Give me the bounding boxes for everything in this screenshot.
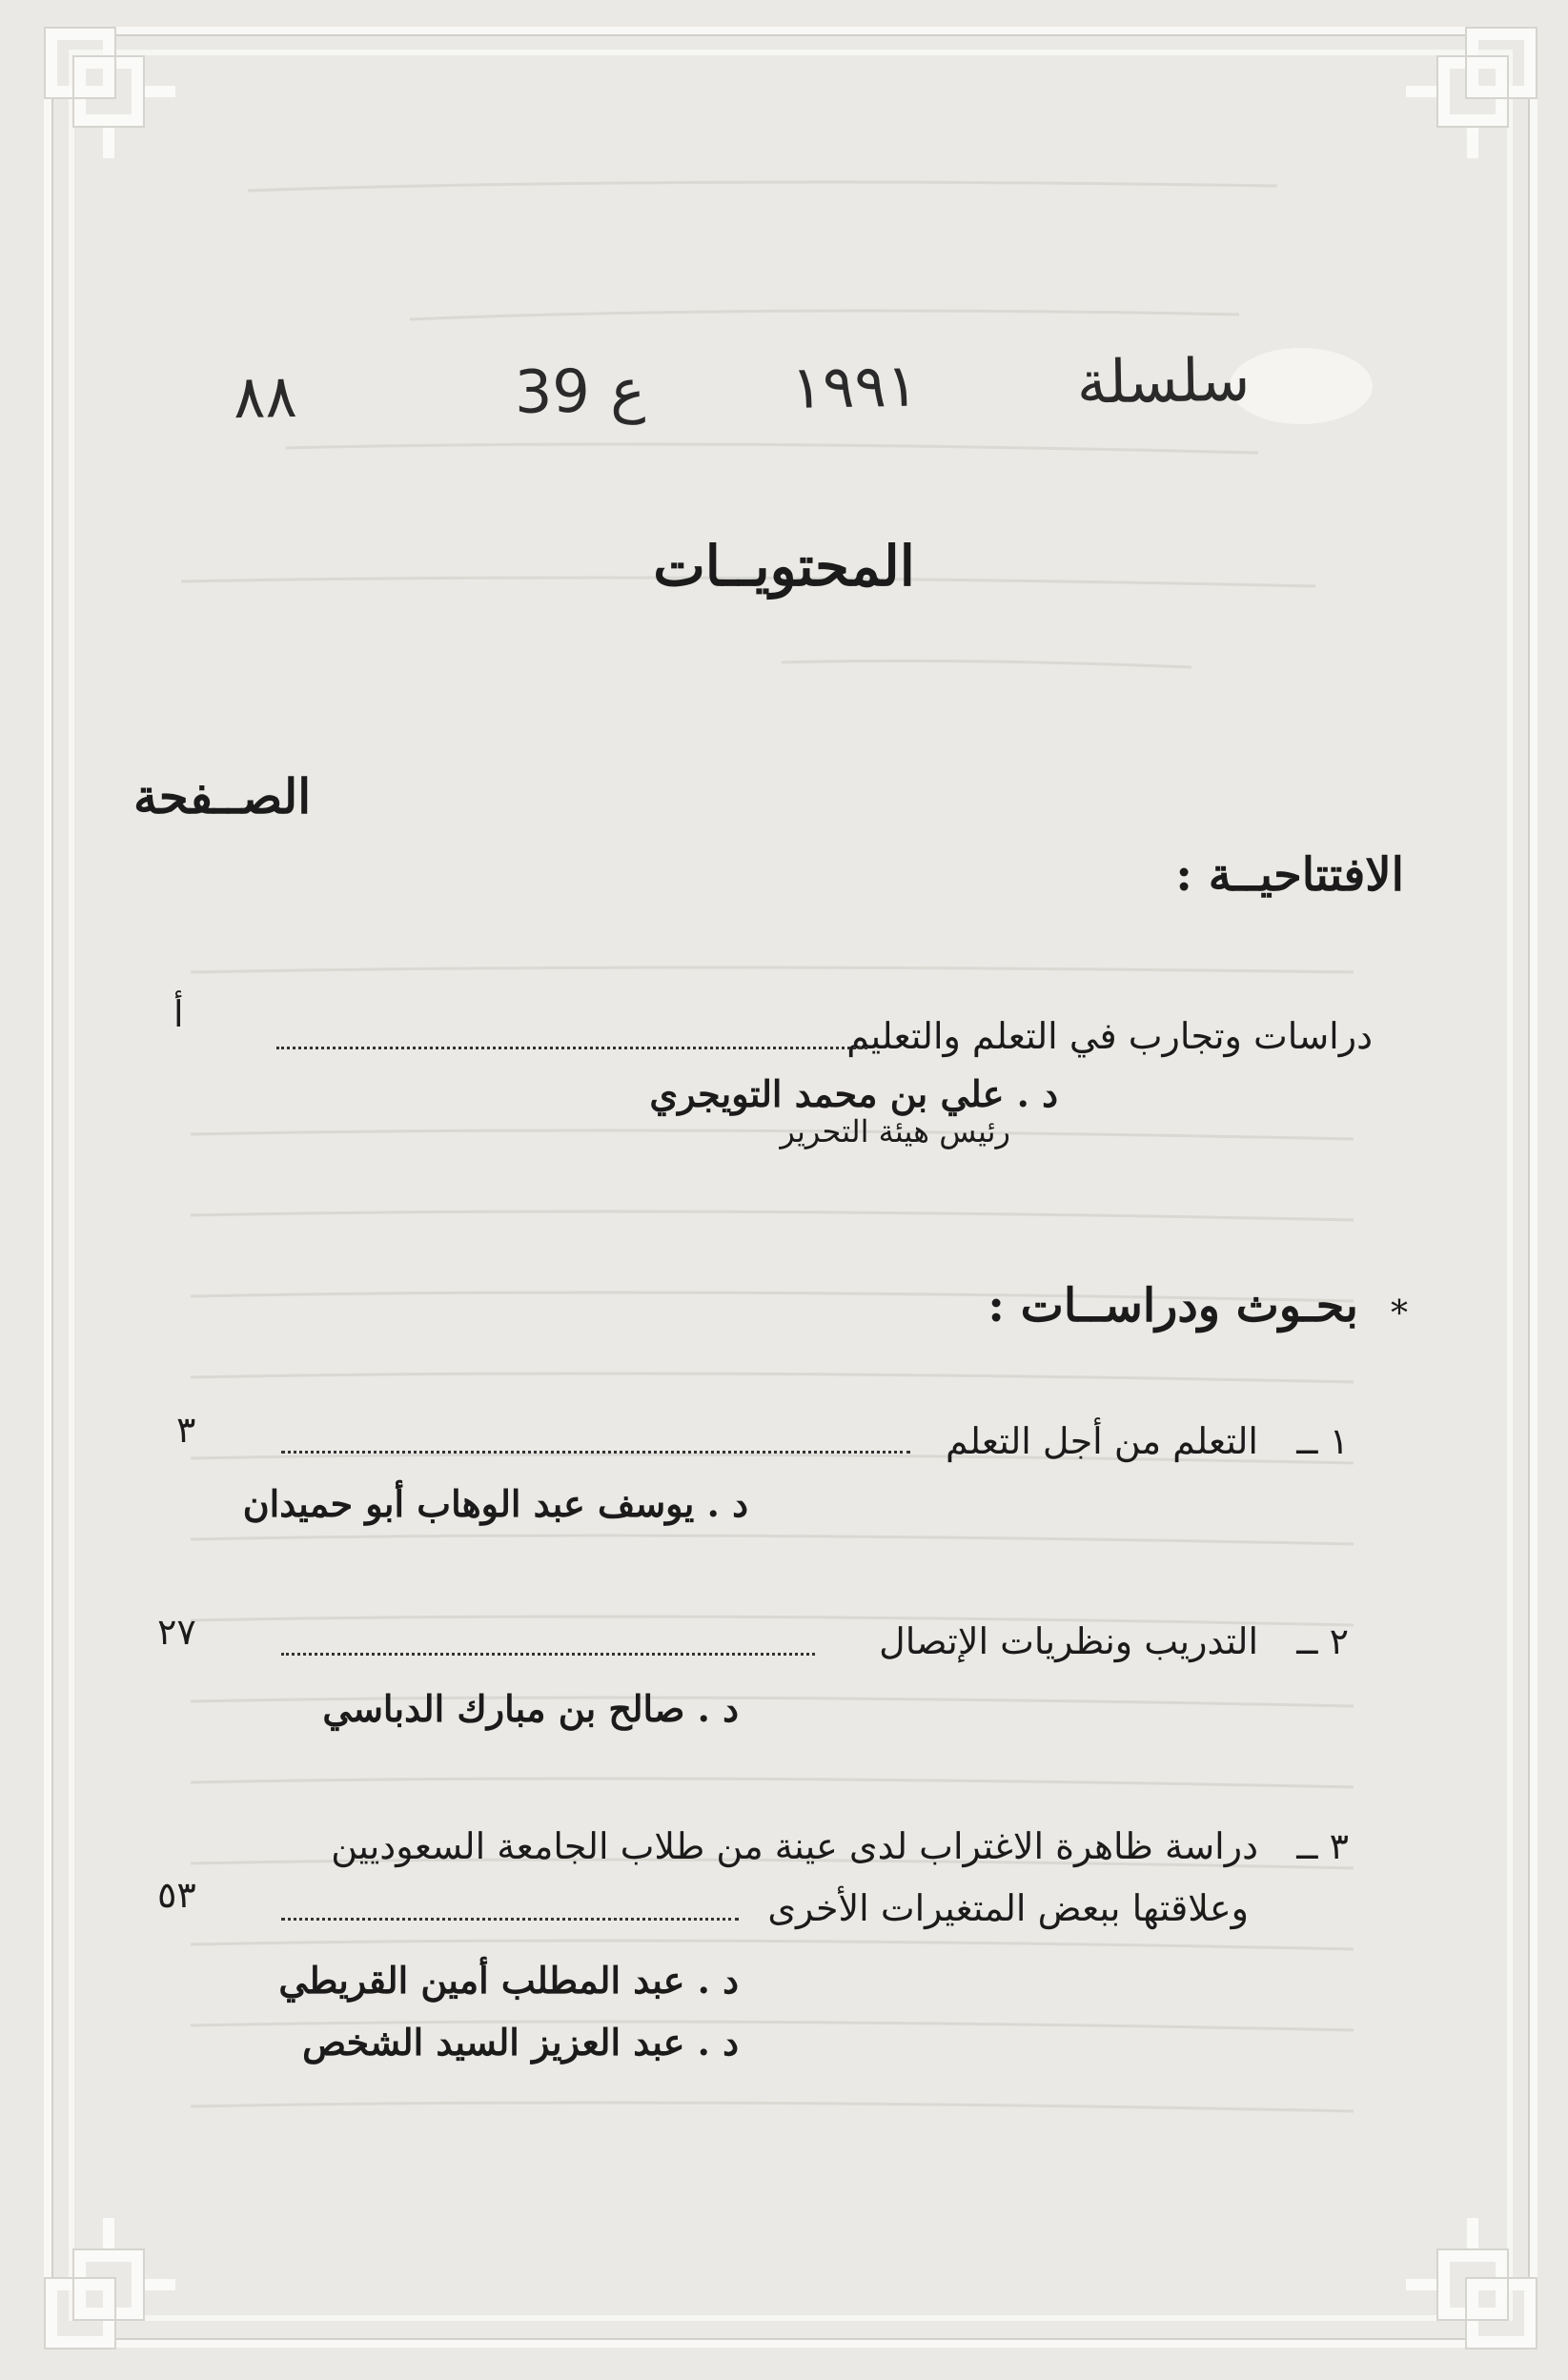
dot-leader: [281, 1451, 910, 1454]
handwritten-note-part: 39: [514, 356, 591, 427]
toc-entry-page: ٢٧: [157, 1611, 196, 1653]
toc-entry-page: ٣: [176, 1409, 196, 1451]
page-column-header: الصــفحة: [133, 768, 312, 824]
dot-leader: [281, 1653, 815, 1656]
toc-entry-number: ١ ــ: [1296, 1420, 1349, 1462]
toc-entry-title-continued: وعلاقتها ببعض المتغيرات الأخرى: [767, 1887, 1249, 1929]
handwritten-note-part: ٨٨: [233, 360, 298, 433]
toc-entry-page: أ: [173, 993, 184, 1035]
handwritten-note-part: ١٩٩١: [790, 350, 919, 422]
page-title: المحتويــات: [653, 534, 915, 599]
toc-entry-number: ٢ ــ: [1296, 1620, 1349, 1662]
toc-entry-author: د . عبد المطلب أمين القريطي: [278, 1959, 739, 2002]
toc-entry-title: التعلم من أجل التعلم: [946, 1420, 1258, 1462]
asterisk-icon: *: [1391, 1294, 1408, 1333]
toc-entry-title: دراسة ظاهرة الاغتراب لدى عينة من طلاب الجامعة السعوديين: [331, 1825, 1258, 1867]
handwritten-note-part: ع: [609, 355, 646, 426]
toc-entry-author: د . يوسف عبد الوهاب أبو حميدان: [242, 1482, 748, 1525]
toc-entry-title: دراسات وتجارب في التعلم والتعليم: [846, 1015, 1373, 1057]
toc-entry-number: ٣ ــ: [1296, 1825, 1349, 1867]
toc-entry-role: رئيس هيئة التحرير: [780, 1113, 1010, 1149]
handwritten-note-part: سلسلة: [1076, 344, 1251, 417]
dot-leader: [276, 1047, 867, 1049]
toc-entry-page: ٥٣: [157, 1874, 196, 1916]
toc-entry-title: التدريب ونظريات الإتصال: [879, 1620, 1258, 1662]
section-heading-research: بحـوث ودراســات :: [988, 1279, 1358, 1332]
toc-entry-author: د . عبد العزيز السيد الشخص: [302, 2021, 739, 2064]
toc-entry-author: د . علي بن محمد التويجري: [649, 1072, 1058, 1115]
section-heading-opening: الافتتاحيــة :: [1175, 848, 1404, 902]
dot-leader: [281, 1918, 739, 1921]
toc-entry-author: د . صالح بن مبارك الدباسي: [322, 1687, 739, 1730]
